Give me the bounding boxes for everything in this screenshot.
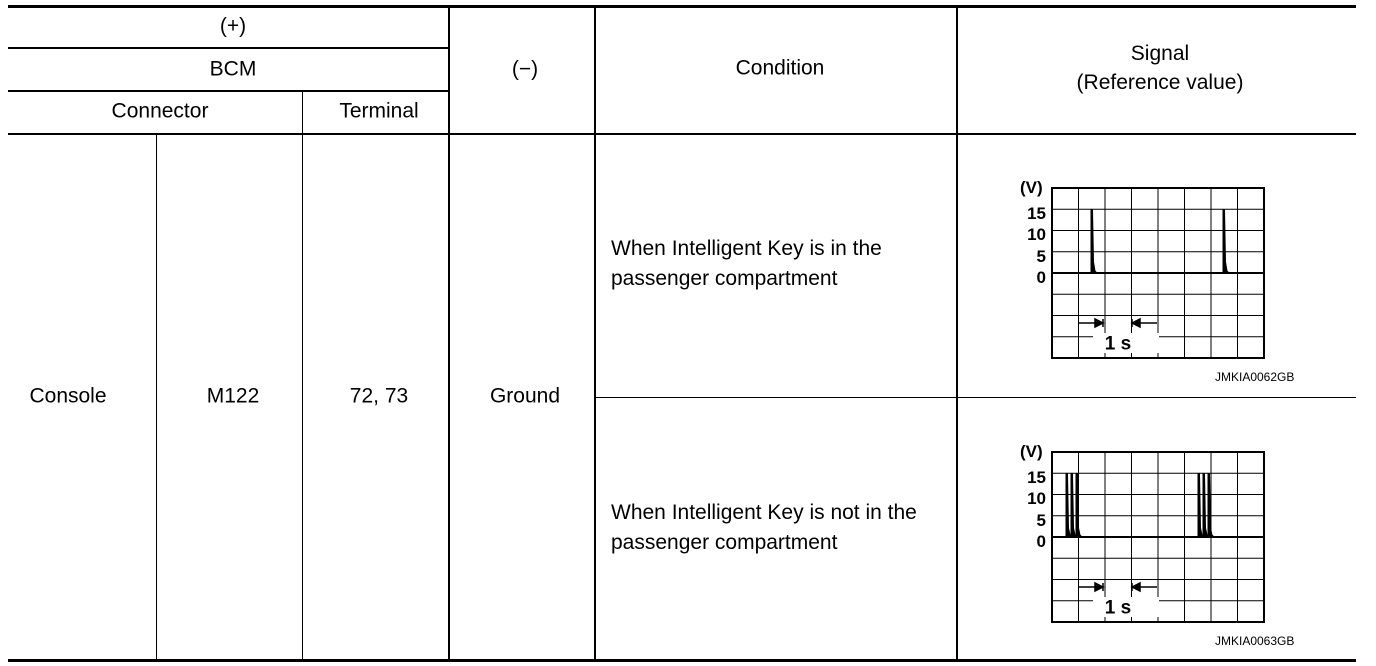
scope-1-time-label: 1 s <box>1104 333 1132 355</box>
figure-id-1: JMKIA0062GB <box>1215 370 1295 384</box>
col-divider-connector <box>156 135 157 659</box>
header-divider-bcm <box>8 47 449 49</box>
header-module: BCM <box>209 57 257 81</box>
condition-row-divider <box>595 397 1356 398</box>
header-condition: Condition <box>735 56 825 80</box>
scope-2-tick-5: 5 <box>1036 510 1046 530</box>
scope-2-tick-10: 10 <box>1027 489 1046 509</box>
table-top-border <box>8 5 1356 8</box>
scope-1-tick-15: 15 <box>1027 204 1046 223</box>
condition-2-line2: passenger compartment <box>611 531 838 554</box>
col-divider-signal <box>956 7 958 659</box>
scope-2-tick-0: 0 <box>1036 531 1046 551</box>
header-minus: (−) <box>511 57 539 81</box>
col-divider-condition <box>594 7 596 659</box>
scope-1-tick-5: 5 <box>1036 246 1046 266</box>
scope-1-tick-0: 0 <box>1036 267 1046 287</box>
scope-2-unit: (V) <box>1020 442 1043 461</box>
scope-1-tick-10: 10 <box>1027 225 1046 245</box>
scope-2-time-label: 1 s <box>1104 597 1132 619</box>
col-divider-terminal <box>302 91 303 659</box>
header-signal-line1: Signal <box>1130 42 1190 65</box>
table-bottom-border <box>8 659 1356 662</box>
signal-scope-1 <box>1015 176 1270 361</box>
connector-location-cell: Console <box>29 384 107 408</box>
condition-2 <box>611 498 917 558</box>
header-terminal: Terminal <box>339 99 419 123</box>
terminal-cell: 72, 73 <box>349 384 409 408</box>
scope-1-y-ticks <box>1015 203 1046 288</box>
condition-1 <box>611 234 882 294</box>
scope-2-tick-15: 15 <box>1027 468 1046 487</box>
col-divider-minus <box>448 7 450 659</box>
connector-id-cell: M122 <box>206 384 260 408</box>
scope-1-unit: (V) <box>1020 178 1043 197</box>
ground-cell: Ground <box>489 384 561 408</box>
figure-id-2: JMKIA0063GB <box>1215 634 1295 648</box>
scope-2-y-ticks <box>1015 467 1046 552</box>
header-connector: Connector <box>111 99 209 123</box>
header-plus: (+) <box>219 14 247 38</box>
condition-1-line2: passenger compartment <box>611 267 838 290</box>
header-signal <box>1077 39 1244 97</box>
header-bottom-border <box>8 133 1356 135</box>
signal-scope-2 <box>1015 440 1270 625</box>
header-divider-connector <box>8 90 449 92</box>
condition-2-line1: When Intelligent Key is not in the <box>611 501 917 524</box>
header-signal-line2: (Reference value) <box>1076 71 1244 94</box>
condition-1-line1: When Intelligent Key is in the <box>611 237 882 260</box>
